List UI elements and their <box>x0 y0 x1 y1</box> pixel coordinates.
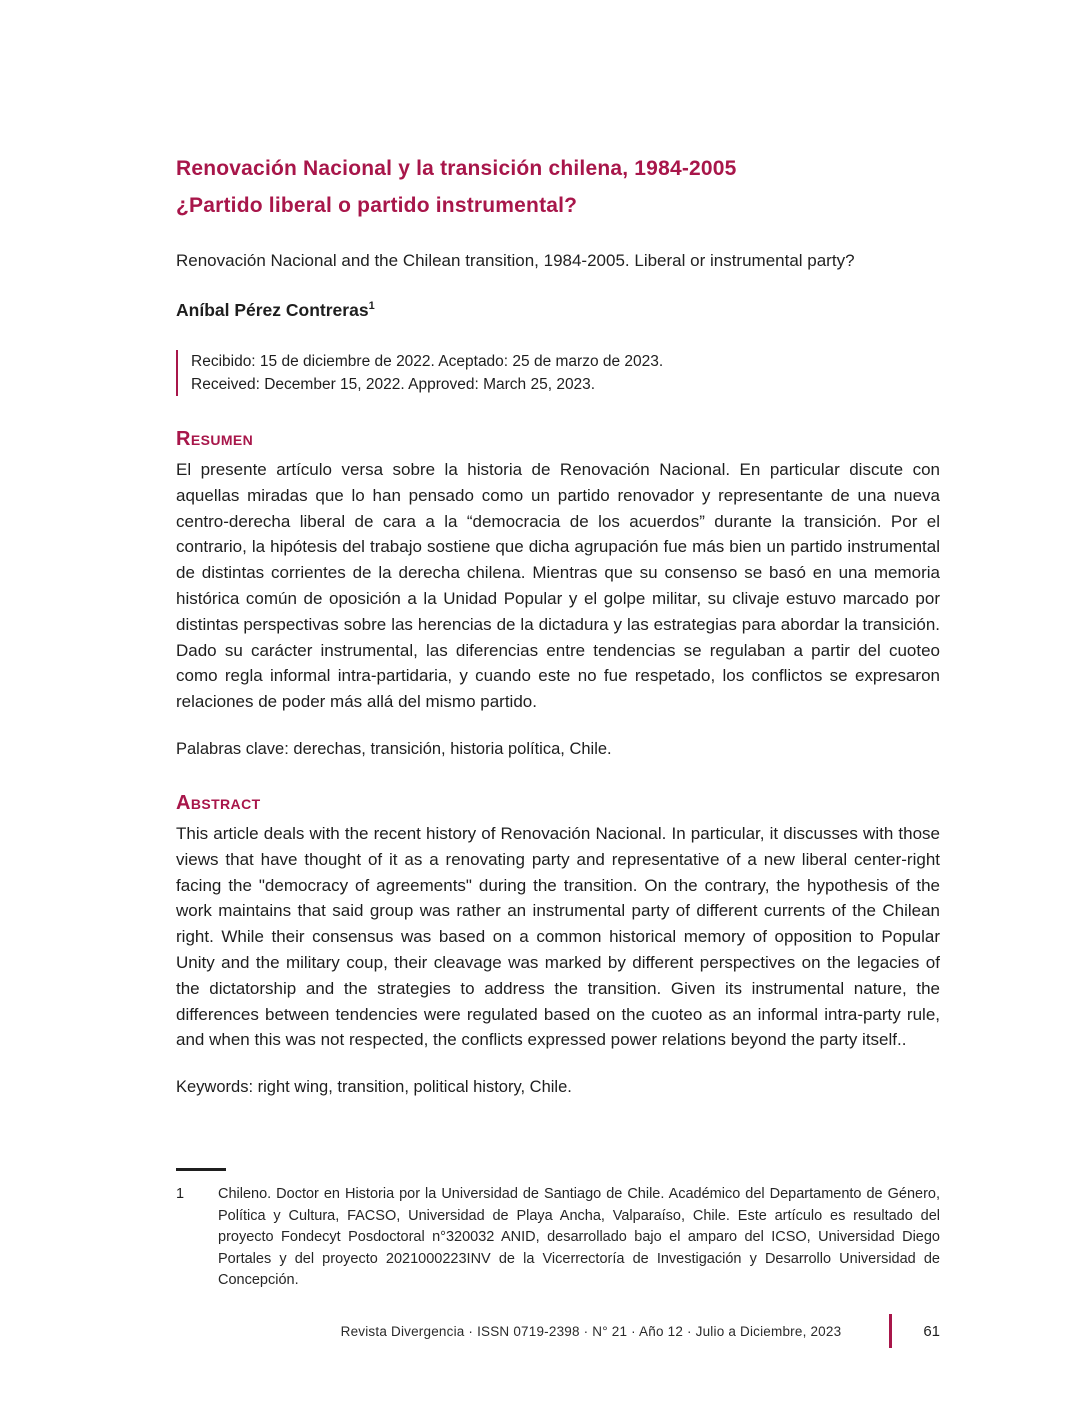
footnote-text: Chileno. Doctor en Historia por la Universidad de Santiago de Chile. Académico del Departamento de Género, Política y Cultura, FACSO, Universidad de Playa Ancha, Valparaíso, Chile. Este artículo es resultado del proyecto Fondecyt Posdoctoral n°320032 ANID, desarrollado bajo el amparo del ICSO, Universidad Diego Portales y del proyecto 2021000223INV de la Vicerrectoría de Investigación y Desarrollo Universidad de Concepción. <box>218 1186 940 1288</box>
received-date-spanish: Recibido: 15 de diciembre de 2022. Aceptado: 25 de marzo de 2023. <box>191 353 664 370</box>
resumen-paragraph: El presente artículo versa sobre la historia de Renovación Nacional. En particular discute con aquellas miradas que lo han pensado como un partido renovador y representante de una nueva centro-derecha liberal de cara a la “democracia de los acuerdos” durante la transición. Por el contrario, la hipótesis del trabajo sostiene que dicha agrupación fue más bien un partido instrumental de distintas corrientes de la derecha chilena. Mientras que su consenso se basó en una memoria histórica común de oposición a la Unidad Popular y el golpe militar, su clivaje estuvo marcado por distintas perspectivas sobre las herencias de la dictadura y las estrategias para abordar la transición. Dado su carácter instrumental, las diferencias entre tendencias se regulaban a partir del cuoteo como regla informal intra-partidaria, y cuando este no fue respetado, los conflictos se expresaron relaciones de poder más allá del mismo partido. <box>176 460 940 712</box>
article-title-line-2: ¿Partido liberal o partido instrumental? <box>176 194 578 217</box>
author-name: Aníbal Pérez Contreras <box>176 300 369 320</box>
abstract-heading: Abstract <box>176 791 261 814</box>
submission-dates-block <box>176 350 940 396</box>
palabras-clave-line: Palabras clave: derechas, transición, historia política, Chile. <box>176 739 612 758</box>
abstract-paragraph: This article deals with the recent history of Renovación Nacional. In particular, it discusses with those views that have thought of it as a renovating party and representative of a new liberal center-right facing the "democracy of agreements" during the transition. On the contrary, the hypothesis of the work maintains that said group was rather an instrumental party of different currents of the Chilean right. While their consensus was based on a common historical memory of opposition to Popular Unity and the military coup, their cleavage was marked by different perspectives on the legacies of the dictatorship and the strategies to address the transition. Given its instrumental nature, the differences between tendencies were regulated based on the cuoteo as an informal intra-party rule, and when this was not respected, the conflicts expressed power relations beyond the party itself.. <box>176 823 940 1050</box>
footer-divider-bar <box>889 1314 892 1348</box>
article-content <box>176 150 940 1098</box>
received-date-english: Received: December 15, 2022. Approved: March 25, 2023. <box>191 376 596 393</box>
article-title <box>176 150 940 224</box>
footnote-divider <box>176 1168 226 1171</box>
article-subtitle-english: Renovación Nacional and the Chilean transition, 1984-2005. Liberal or instrumental party? <box>176 251 855 270</box>
footnote-block <box>176 1168 940 1292</box>
journal-citation-line: Revista Divergencia · ISSN 0719-2398 · N° 21 · Año 12 · Julio a Diciembre, 2023 <box>340 1323 842 1339</box>
keywords-line: Keywords: right wing, transition, political history, Chile. <box>176 1078 572 1097</box>
resumen-heading: Resumen <box>176 428 254 450</box>
author-footnote-reference: 1 <box>368 300 375 313</box>
footnote-row <box>176 1184 940 1292</box>
page-footer <box>341 1314 940 1348</box>
footnote-number: 1 <box>176 1186 185 1202</box>
article-title-line-1: Renovación Nacional y la transición chilena, 1984-2005 <box>176 157 737 180</box>
author-line <box>176 300 940 321</box>
page-number: 61 <box>923 1322 940 1340</box>
